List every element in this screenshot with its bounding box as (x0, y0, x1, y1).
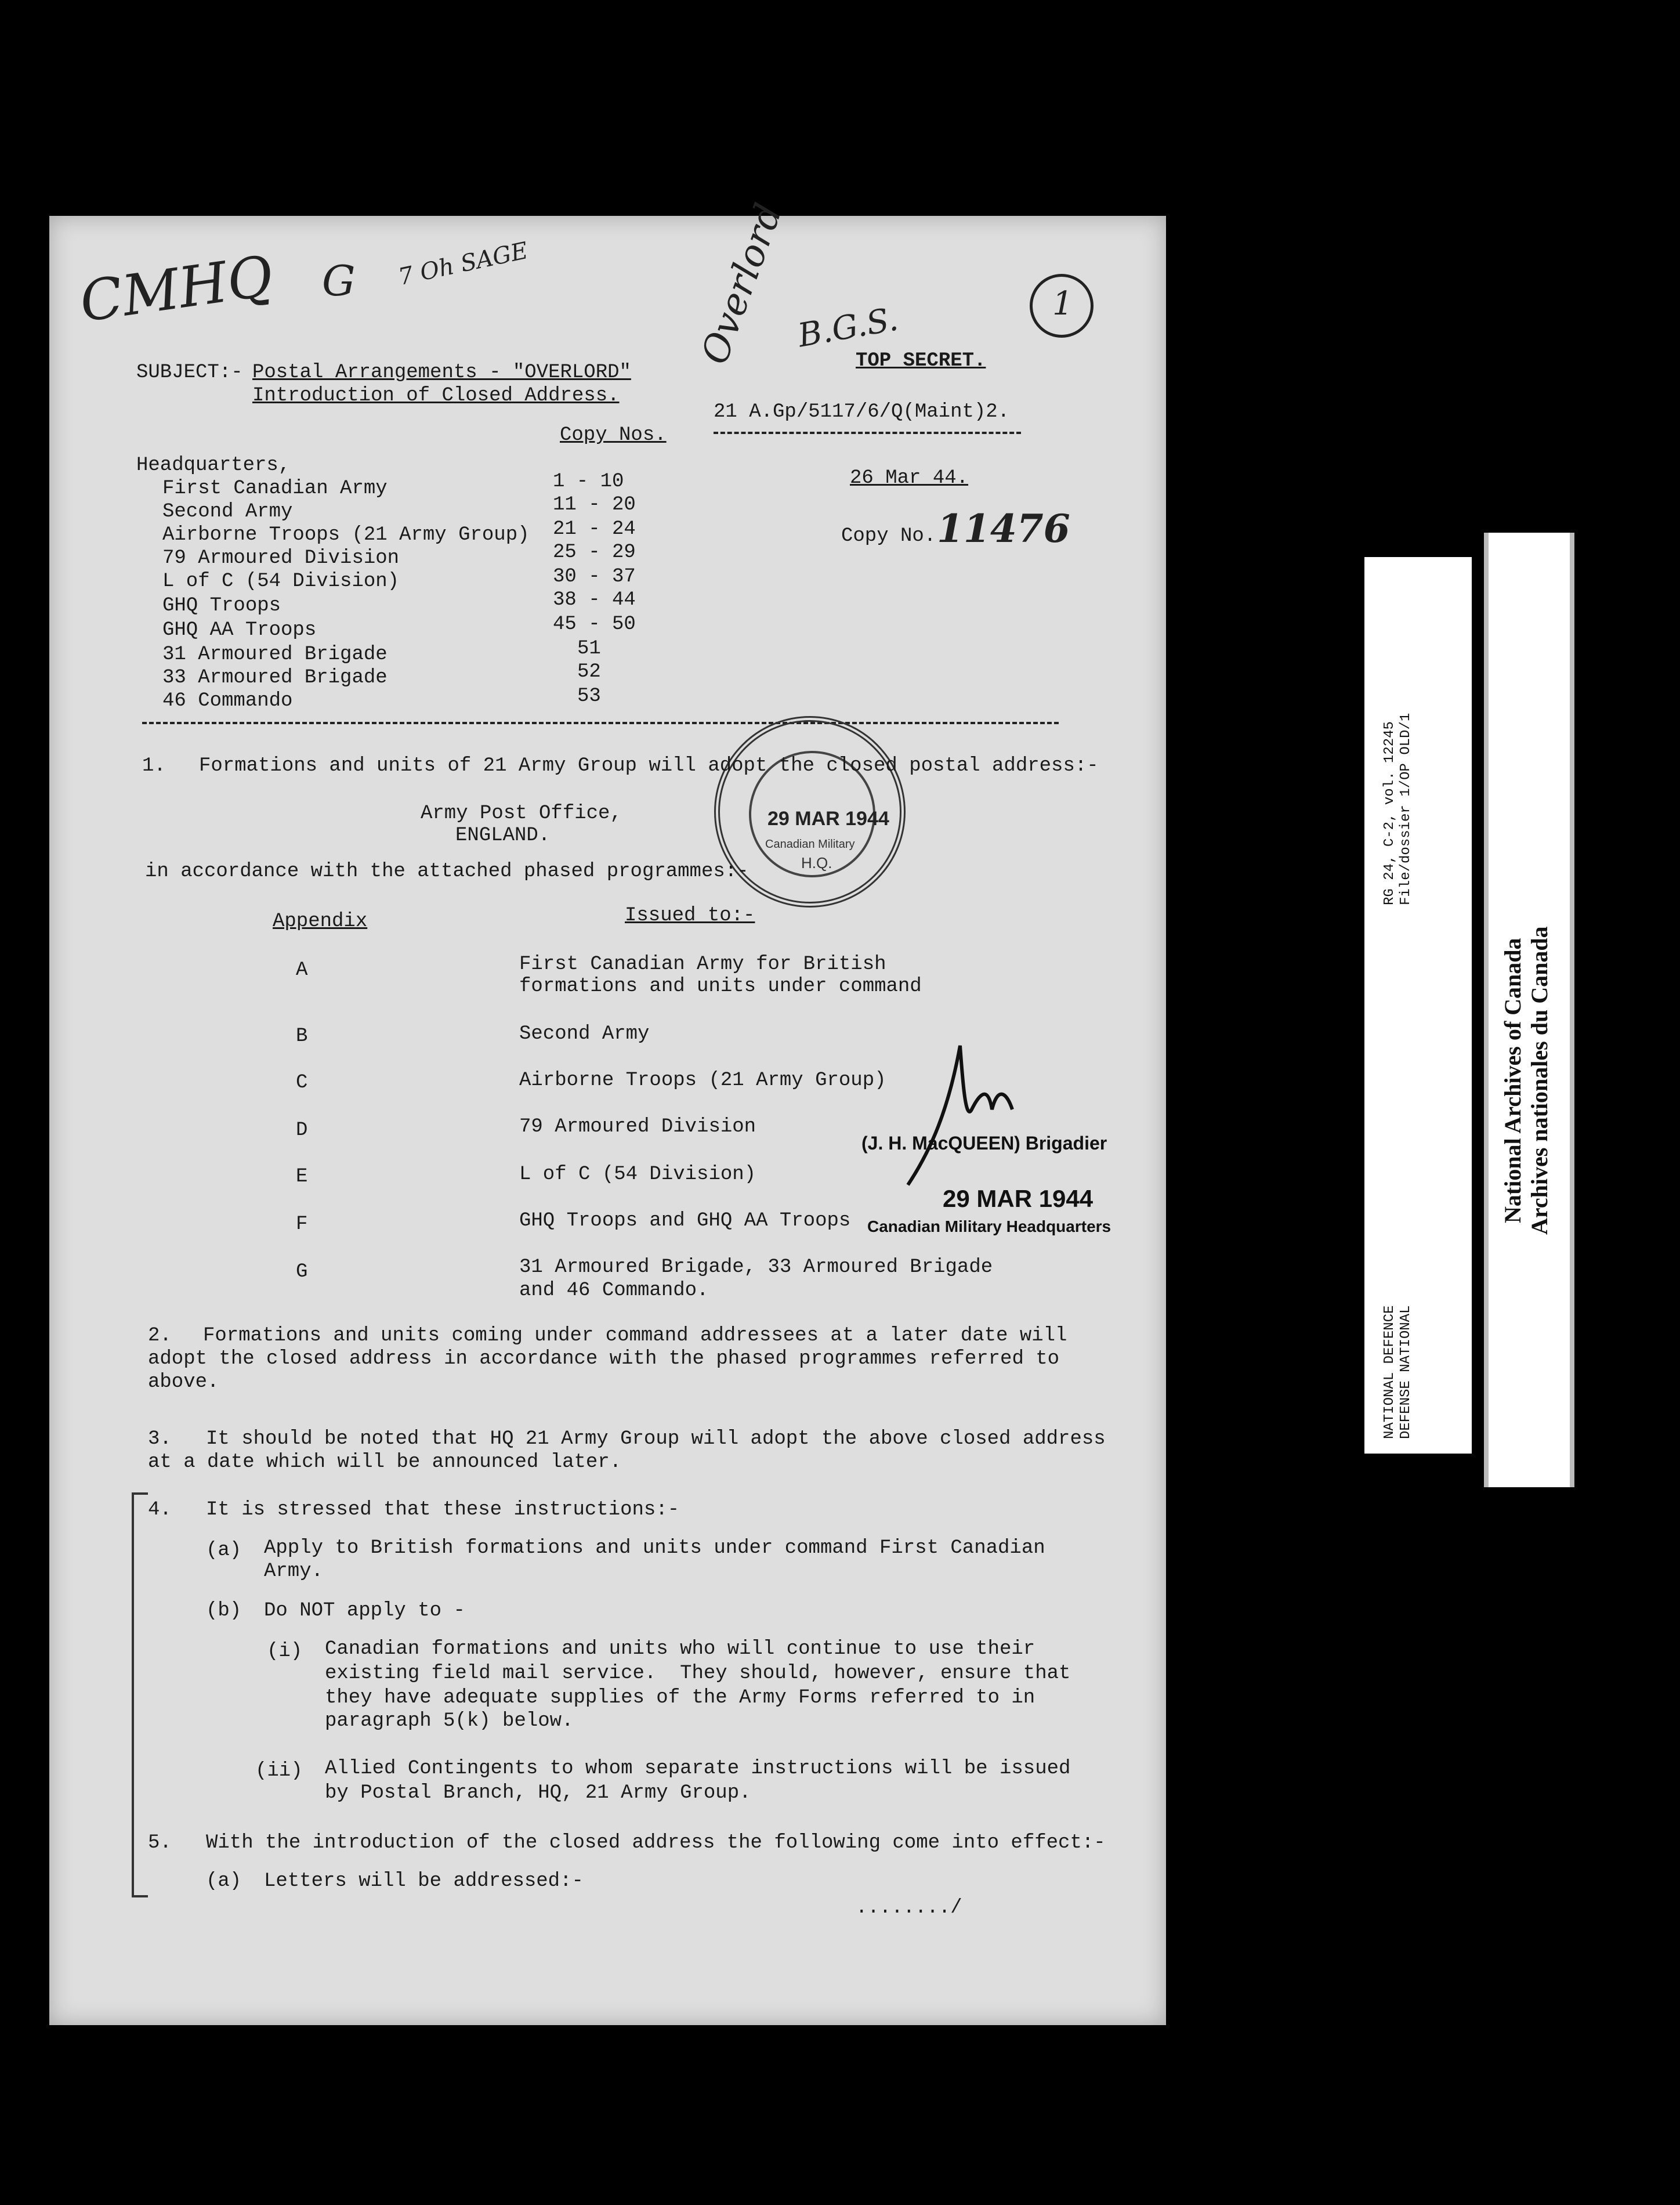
distribution-unit: GHQ AA Troops (162, 619, 317, 641)
para-1-after: in accordance with the attached phased programmes:- (145, 861, 749, 883)
appendix-issued-to: Airborne Troops (21 Army Group) (519, 1069, 886, 1091)
para-5a-text: Letters will be addressed:- (264, 1870, 584, 1892)
para-2-number: 2. (148, 1325, 172, 1347)
appendix-letter: A (296, 959, 308, 981)
appendix-letter: B (296, 1025, 308, 1047)
distribution-heading: Headquarters, (136, 454, 291, 476)
para-4i-line-4: paragraph 5(k) below. (325, 1710, 574, 1732)
signature-stamp-org: Canadian Military Headquarters (867, 1217, 1111, 1235)
archive-name-en: National Archives of Canada (1500, 938, 1526, 1223)
para-4i-line-1: Canadian formations and units who will continue to use their (325, 1638, 1035, 1660)
archive-reference-tab (1364, 557, 1472, 1454)
distribution-unit: 79 Armoured Division (162, 547, 400, 569)
copy-nos-heading: Copy Nos. (560, 424, 667, 446)
subject-line-1: Postal Arrangements - "OVERLORD" (252, 362, 631, 384)
appendix-issued-to: 31 Armoured Brigade, 33 Armoured Brigade (519, 1256, 993, 1278)
distribution-unit: 46 Commando (162, 690, 293, 712)
reference-divider (714, 432, 1021, 434)
handwritten-cmhq: CMHQ (75, 243, 277, 335)
appendix-issued-to: GHQ Troops and GHQ AA Troops (519, 1210, 851, 1232)
distribution-copies: 21 - 24 (553, 518, 636, 540)
distribution-unit: 33 Armoured Brigade (162, 667, 388, 689)
appendix-column-heading: Appendix (273, 910, 368, 932)
para-4-intro: It is stressed that these instructions:- (206, 1499, 680, 1521)
stamp-line-1: Canadian Military (765, 838, 855, 851)
classification: TOP SECRET. (856, 350, 986, 372)
address-line-1: Army Post Office, (421, 803, 622, 825)
distribution-copies: 45 - 50 (553, 613, 636, 635)
distribution-unit: Airborne Troops (21 Army Group) (162, 524, 530, 546)
para-4i-label: (i) (267, 1640, 303, 1662)
distribution-copies: 1 - 10 (553, 471, 624, 493)
appendix-letter: F (296, 1213, 308, 1235)
document-date: 26 Mar 44. (850, 467, 969, 489)
appendix-letter: D (296, 1119, 308, 1141)
subject-label: SUBJECT:- (136, 362, 243, 384)
signature (896, 1022, 1047, 1197)
para-4ii-line-2: by Postal Branch, HQ, 21 Army Group. (325, 1782, 751, 1804)
para-3-number: 3. (148, 1428, 172, 1450)
distribution-unit: Second Army (162, 501, 293, 523)
para-1-text: Formations and units of 21 Army Group will adopt the closed postal address:- (199, 755, 1099, 777)
para-2-line-2: adopt the closed address in accordance with the phased programmes referred to (148, 1348, 1060, 1370)
appendix-issued-to: 79 Armoured Division (519, 1116, 756, 1138)
archive-name-tab (1484, 533, 1574, 1487)
appendix-issued-to-2: and 46 Commando. (519, 1279, 709, 1302)
para-3-line-2: at a date which will be announced later. (148, 1451, 622, 1473)
file-reference: 21 A.Gp/5117/6/Q(Maint)2. (714, 401, 1010, 423)
issued-to-column-heading: Issued to:- (625, 905, 755, 927)
para-4i-line-2: existing field mail service. They should, however, ensure that (325, 1662, 1071, 1685)
distribution-copies: 53 (577, 685, 601, 707)
appendix-issued-to: First Canadian Army for British (519, 953, 886, 975)
appendix-letter: G (296, 1261, 308, 1283)
appendix-issued-to-2: formations and units under command (519, 975, 922, 997)
archive-reference-line-2: File/dossier 1/OP OLD/1 (1398, 713, 1414, 905)
appendix-letter: C (296, 1072, 308, 1094)
para-4ii-line-1: Allied Contingents to whom separate instructions will be issued (325, 1758, 1071, 1780)
distribution-unit: GHQ Troops (162, 595, 281, 617)
archive-reference-line-1: RG 24, C-2, vol. 12245 (1382, 721, 1397, 905)
signature-stamp-date: 29 MAR 1944 (943, 1185, 1094, 1212)
continued-marker: ......../ (856, 1897, 962, 1919)
para-4ii-label: (ii) (255, 1760, 303, 1782)
para-2-line-1: Formations and units coming under command addressees at a later date will (203, 1325, 1067, 1347)
address-line-2: ENGLAND. (455, 825, 551, 847)
document-page (49, 198, 1166, 2025)
distribution-copies: 25 - 29 (553, 541, 636, 563)
handwritten-bgs: B.G.S. (795, 300, 901, 355)
para-4a-label: (a) (206, 1539, 242, 1561)
distribution-unit: First Canadian Army (162, 478, 388, 500)
handwritten-initials: G (322, 256, 356, 305)
para-5a-label: (a) (206, 1870, 242, 1892)
page-number: 1 (1052, 285, 1073, 323)
circled-page-number (1030, 274, 1094, 338)
stamp-date: 29 MAR 1944 (767, 808, 889, 830)
para-3-line-1: It should be noted that HQ 21 Army Group will adopt the above closed address (206, 1428, 1106, 1450)
appendix-issued-to: L of C (54 Division) (519, 1163, 756, 1185)
archive-name-fr: Archives nationales du Canada (1526, 926, 1552, 1235)
para-1-number: 1. (142, 755, 166, 777)
para-4b-label: (b) (206, 1600, 242, 1622)
para-4b-text: Do NOT apply to - (264, 1600, 465, 1622)
archive-reference-line-4: DEFENSE NATIONAL (1398, 1305, 1414, 1439)
distribution-copies: 11 - 20 (553, 494, 636, 516)
distribution-divider (142, 722, 1059, 724)
copy-no-value: 11476 (937, 506, 1070, 551)
signature-name: (J. H. MacQUEEN) Brigadier (861, 1133, 1107, 1154)
distribution-unit: 31 Armoured Brigade (162, 644, 388, 666)
para-4a-line-1: Apply to British formations and units under command First Canadian (264, 1537, 1045, 1559)
subject-line-2: Introduction of Closed Address. (252, 385, 620, 407)
copy-no-label: Copy No. (841, 525, 936, 547)
distribution-copies: 51 (577, 638, 601, 660)
distribution-unit: L of C (54 Division) (162, 570, 400, 592)
appendix-letter: E (296, 1166, 308, 1188)
para-5-text: With the introduction of the closed address the following come into effect:- (206, 1832, 1106, 1854)
para-5-number: 5. (148, 1832, 172, 1854)
stamp-line-2: H.Q. (801, 854, 832, 872)
distribution-copies: 38 - 44 (553, 589, 636, 611)
para-2-line-3: above. (148, 1371, 219, 1393)
distribution-copies: 52 (577, 661, 601, 683)
distribution-copies: 30 - 37 (553, 566, 636, 588)
para-4i-line-3: they have adequate supplies of the Army Forms referred to in (325, 1687, 1035, 1709)
appendix-issued-to: Second Army (519, 1023, 650, 1045)
handwritten-note: 7 Oh SAGE (396, 237, 531, 291)
archive-reference-line-3: NATIONAL DEFENCE (1382, 1305, 1397, 1439)
para-4a-line-2: Army. (264, 1560, 324, 1582)
handwritten-overlord: Overlord (693, 198, 791, 370)
para-4-number: 4. (148, 1499, 172, 1521)
margin-bracket (132, 1492, 148, 1897)
